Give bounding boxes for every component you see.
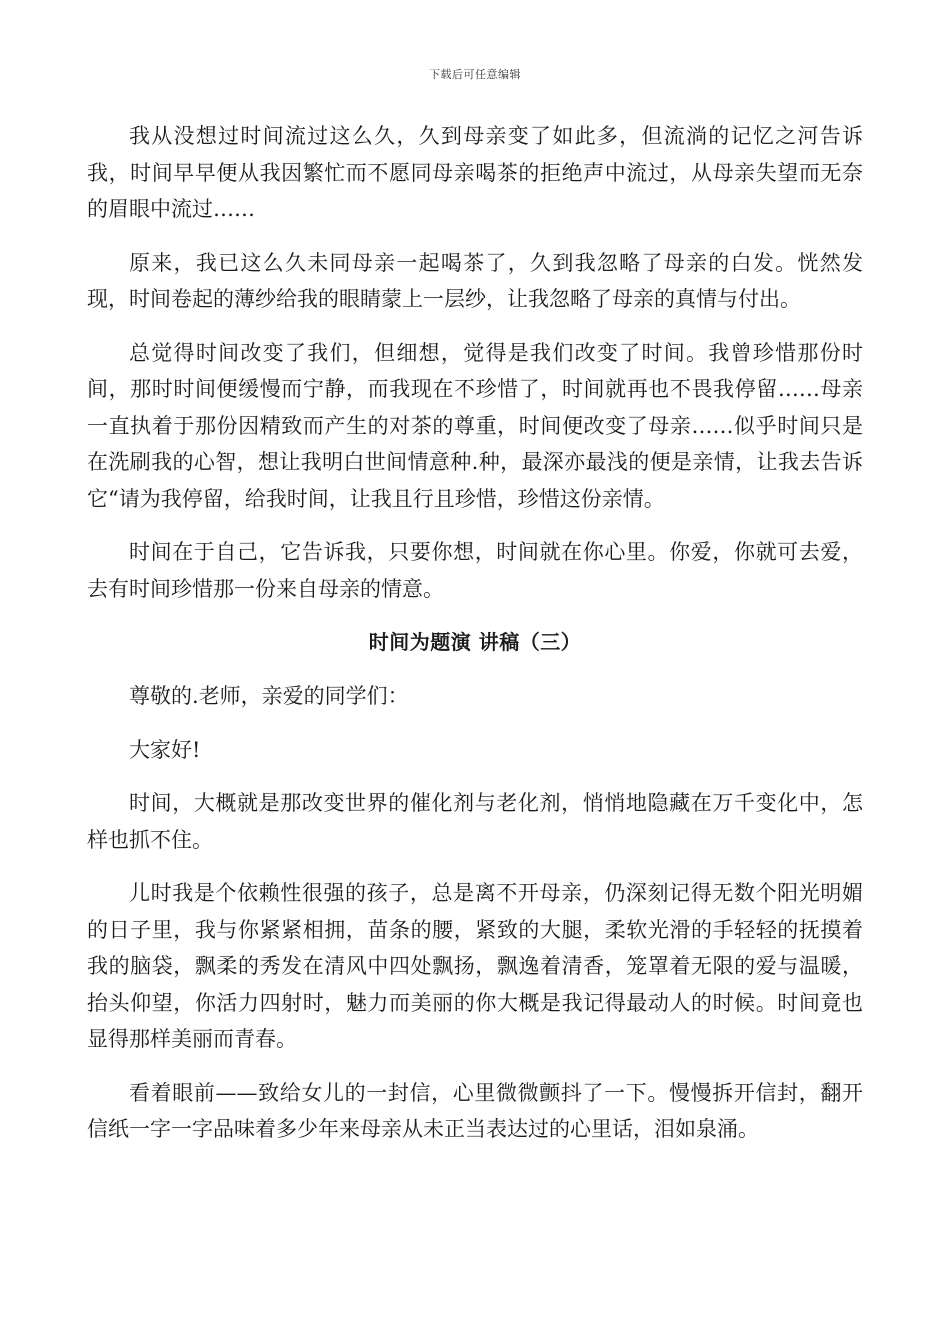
greeting: 大家好!: [129, 737, 201, 762]
paragraph: 看着眼前——致给女儿的一封信，心里微微颤抖了一下。慢慢拆开信封，翻开信纸一字一字品味着多少年来母亲从未正当表达过的心里话，泪如泉涌。: [87, 1080, 863, 1141]
paragraph: 原来，我已这么久未同母亲一起喝茶了，久到我忽略了母亲的白发。恍然发现，时间卷起的薄纱给我的眼睛蒙上一层纱，让我忽略了母亲的真情与付出。: [87, 250, 863, 311]
document-body: [87, 118, 863, 1165]
paragraph: 时间，大概就是那改变世界的催化剂与老化剂，悄悄地隐藏在万千变化中，怎样也抓不住。: [87, 791, 863, 852]
paragraph: 总觉得时间改变了我们，但细想，觉得是我们改变了时间。我曾珍惜那份时间，那时时间便缓慢而宁静，而我现在不珍惜了，时间就再也不畏我停留……母亲一直执着于那份因精致而产生的对茶的尊重，时间便改变了母亲……似乎时间只是在洗刷我的心智，想让我明白世间情意种.种，最深亦最浅的便是亲情，让我去告诉它“请为我停留，给我时间，让我且行且珍惜，珍惜这份亲情。: [87, 340, 863, 511]
paragraph: 时间在于自己，它告诉我，只要你想，时间就在你心里。你爱，你就可去爱，去有时间珍惜那一份来自母亲的情意。: [87, 540, 863, 601]
paragraph: 儿时我是个依赖性很强的孩子，总是离不开母亲，仍深刻记得无数个阳光明媚的日子里，我与你紧紧相拥，苗条的腰，紧致的大腿，柔软光滑的手轻轻的抚摸着我的脑袋，飘柔的秀发在清风中四处飘扬，飘逸着清香，笼罩着无限的爱与温暖，抬头仰望，你活力四射时，魅力而美丽的你大概是我记得最动人的时候。时间竟也显得那样美丽而青春。: [87, 881, 863, 1051]
page-header: 下载后可任意编辑: [429, 68, 521, 81]
paragraph: 我从没想过时间流过这么久，久到母亲变了如此多，但流淌的记忆之河告诉我，时间早早便从我因繁忙而不愿同母亲喝茶的拒绝声中流过，从母亲失望而无奈的眉眼中流过……: [87, 124, 863, 221]
section-title: 时间为题演 讲稿（三）: [368, 630, 582, 654]
salutation: 尊敬的.老师，亲爱的同学们：: [129, 684, 409, 708]
